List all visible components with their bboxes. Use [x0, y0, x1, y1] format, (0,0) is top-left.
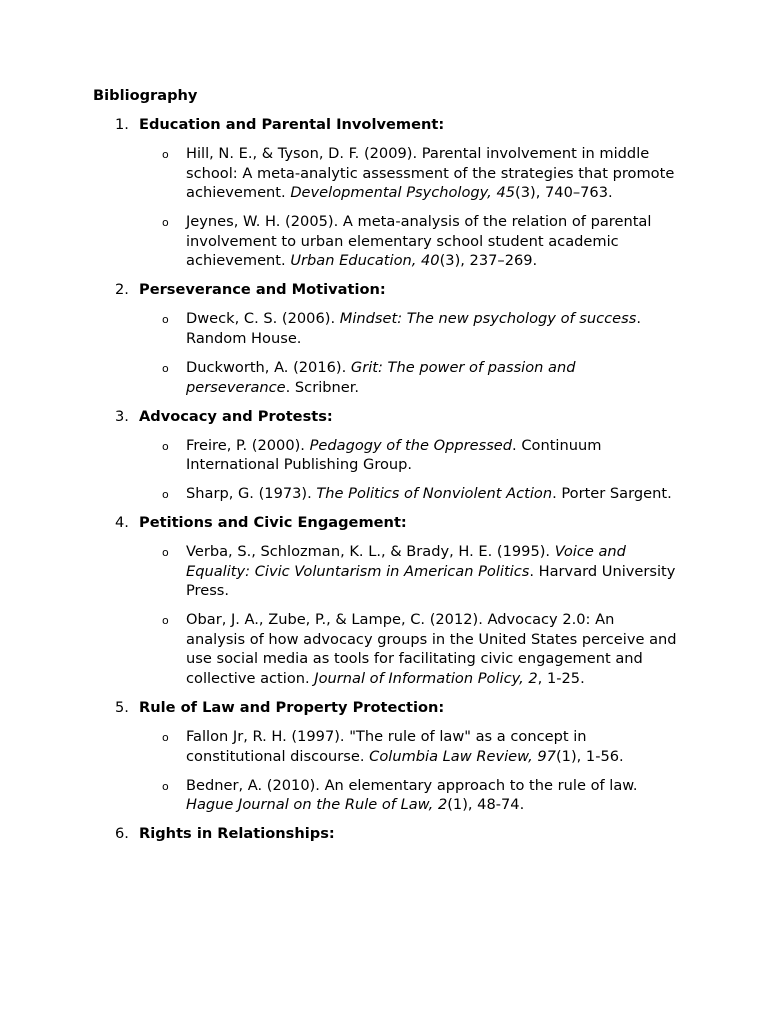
circle-bullet-icon: o	[162, 313, 169, 327]
reference-details: . Scribner.	[285, 378, 360, 396]
circle-bullet-icon: o	[162, 361, 169, 375]
reference-text: Fallon Jr, R. H. (1997). "The rule of law" as a concept in constitutional discourse.	[186, 728, 587, 765]
reference-text: Obar, J. A., Zube, P., & Lampe, C. (2012). Advocacy 2.0: An analysis of how advocacy groups in the United States perceive and use social media as tools for facilitating civic engagement and collective action.	[186, 611, 677, 688]
reference-details: . Random House.	[186, 310, 641, 347]
circle-bullet-icon: o	[162, 148, 169, 161]
reference-entry	[93, 542, 678, 601]
reference-details: . Porter Sargent.	[552, 485, 672, 503]
circle-bullet-icon: o	[162, 779, 169, 793]
section-heading-text: Education and Parental Involvement:	[139, 116, 445, 133]
section-heading-text: Perseverance and Motivation:	[139, 281, 386, 299]
section-heading	[93, 115, 693, 135]
reference-details: , 1-25.	[537, 670, 585, 688]
section-advocacy	[93, 407, 693, 504]
section-education	[93, 115, 693, 271]
reference-text: Bedner, A. (2010). An elementary approach to the rule of law.	[186, 776, 638, 794]
section-heading	[93, 407, 693, 427]
section-rights	[93, 824, 693, 844]
bibliography-page	[93, 86, 693, 853]
reference-entry	[93, 776, 678, 815]
reference-source: Journal of Information Policy, 2	[314, 670, 538, 688]
circle-bullet-icon: o	[162, 614, 169, 628]
page-title: Bibliography	[93, 87, 198, 104]
reference-entry	[93, 610, 678, 688]
section-heading	[93, 513, 693, 533]
reference-source: Mindset: The new psychology of success	[339, 310, 637, 328]
reference-text: Jeynes, W. H. (2005). A meta-analysis of the relation of parental involvement to urban elementary school student academic achievement.	[186, 213, 652, 270]
reference-entry	[93, 212, 678, 271]
reference-text: Hill, N. E., & Tyson, D. F. (2009). Parental involvement in middle school: A meta-analytic assessment of the strategies that promote achievement.	[186, 145, 675, 202]
reference-entry	[93, 436, 678, 475]
reference-details: (3), 740–763.	[515, 184, 613, 202]
reference-source: Hague Journal on the Rule of Law, 2	[186, 796, 448, 814]
section-heading-text: Rights in Relationships:	[139, 825, 335, 843]
section-number: 2.	[115, 281, 129, 299]
section-number: 6.	[115, 825, 129, 843]
section-heading	[93, 280, 693, 300]
circle-bullet-icon: o	[162, 439, 169, 453]
section-number: 3.	[115, 407, 129, 425]
reference-details: . Continuum International Publishing Group.	[186, 436, 602, 474]
section-heading-text: Rule of Law and Property Protection:	[139, 699, 445, 716]
reference-text: Duckworth, A. (2016).	[186, 358, 351, 376]
section-heading-text: Petitions and Civic Engagement:	[139, 514, 407, 532]
circle-bullet-icon: o	[162, 488, 169, 502]
reference-source: Columbia Law Review, 97	[369, 747, 556, 765]
section-heading	[93, 698, 693, 718]
reference-details: (1), 1-56.	[555, 747, 624, 765]
section-heading-text: Advocacy and Protests:	[139, 407, 333, 425]
reference-source: Pedagogy of the Oppressed	[309, 436, 513, 454]
section-number: 5.	[115, 699, 129, 716]
reference-entry	[93, 727, 678, 766]
circle-bullet-icon: o	[162, 731, 169, 744]
section-number: 1.	[115, 116, 129, 133]
reference-source: Urban Education, 40	[290, 252, 440, 270]
circle-bullet-icon: o	[162, 216, 169, 230]
reference-source: Developmental Psychology, 45	[290, 184, 516, 202]
reference-details: (3), 237–269.	[439, 252, 538, 270]
reference-source: Voice and Equality: Civic Voluntarism in American Politics	[186, 543, 626, 580]
reference-text: Dweck, C. S. (2006).	[186, 310, 340, 328]
reference-source: The Politics of Nonviolent Action	[316, 485, 553, 503]
reference-text: Freire, P. (2000).	[186, 436, 310, 454]
section-heading	[93, 824, 693, 844]
reference-entry	[93, 358, 678, 397]
section-number: 4.	[115, 514, 129, 532]
reference-source: Grit: The power of passion and perseverance	[186, 358, 576, 396]
reference-entry	[93, 144, 678, 203]
section-perseverance	[93, 280, 693, 397]
reference-entry	[93, 309, 678, 348]
section-rule-of-law	[93, 698, 693, 815]
circle-bullet-icon: o	[162, 546, 169, 560]
section-petitions	[93, 513, 693, 689]
reference-text: Verba, S., Schlozman, K. L., & Brady, H. E. (1995).	[186, 543, 555, 561]
reference-details: (1), 48-74.	[447, 796, 525, 814]
reference-details: . Harvard University Press.	[186, 562, 676, 600]
reference-text: Sharp, G. (1973).	[186, 485, 317, 503]
reference-entry	[93, 484, 678, 504]
